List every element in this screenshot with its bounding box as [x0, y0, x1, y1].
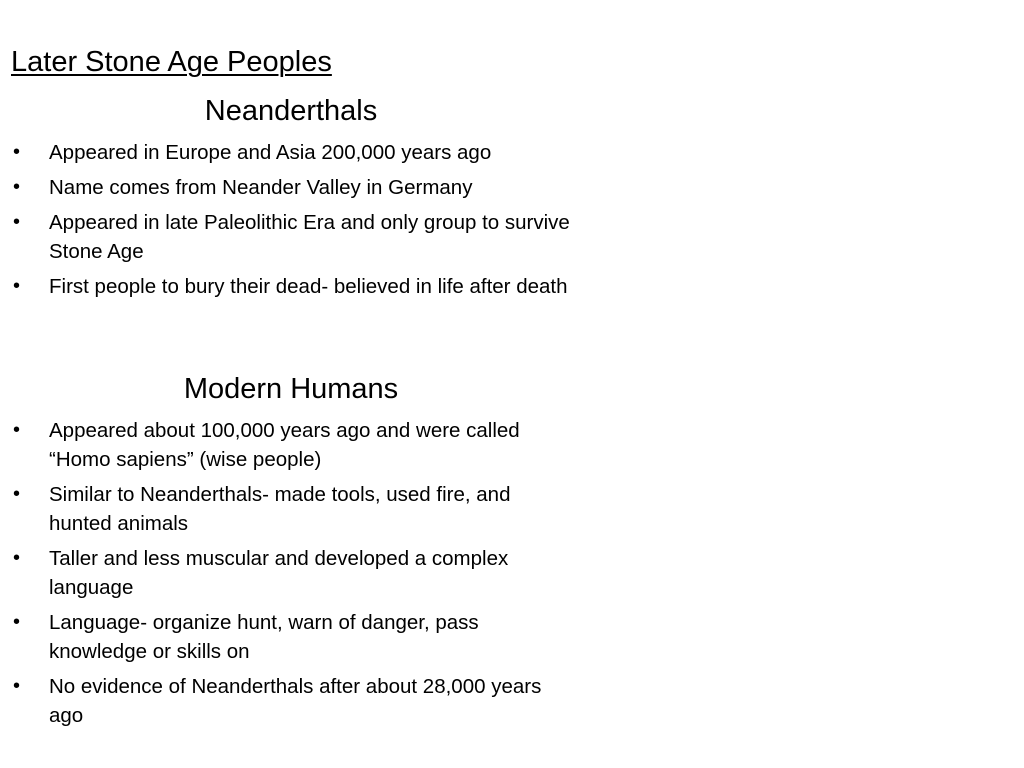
list-item-text: No evidence of Neanderthals after about 28,000 years ago	[49, 675, 542, 727]
bullet-icon: •	[13, 675, 21, 697]
list-item	[11, 138, 571, 167]
list-item-text: Appeared in late Paleolithic Era and only group to survive Stone Age	[49, 211, 570, 263]
slide-title: Later Stone Age Peoples	[11, 46, 332, 78]
list-item-text: Name comes from Neander Valley in Germany	[49, 176, 473, 199]
bullet-list-neanderthals	[11, 138, 571, 307]
list-item	[11, 544, 571, 602]
list-item	[11, 480, 571, 538]
bullet-icon: •	[13, 211, 21, 233]
list-item-text: Appeared about 100,000 years ago and were called “Homo sapiens” (wise people)	[49, 419, 520, 471]
list-item	[11, 272, 571, 301]
list-item-text: Appeared in Europe and Asia 200,000 years ago	[49, 141, 492, 164]
bullet-icon: •	[13, 176, 21, 198]
list-item	[11, 608, 571, 666]
list-item	[11, 173, 571, 202]
bullet-icon: •	[13, 547, 21, 569]
bullet-icon: •	[13, 611, 21, 633]
bullet-icon: •	[13, 141, 21, 163]
list-item-text: First people to bury their dead- believed in life after death	[49, 275, 568, 298]
section-heading-modern-humans: Modern Humans	[183, 373, 399, 405]
bullet-icon: •	[13, 419, 21, 441]
list-item	[11, 416, 571, 474]
bullet-icon: •	[13, 275, 21, 297]
list-item-text: Language- organize hunt, warn of danger, pass knowledge or skills on	[49, 611, 479, 663]
bullet-icon: •	[13, 483, 21, 505]
list-item	[11, 672, 571, 730]
list-item	[11, 208, 571, 266]
list-item-text: Similar to Neanderthals- made tools, used fire, and hunted animals	[49, 483, 511, 535]
list-item-text: Taller and less muscular and developed a complex language	[49, 547, 509, 599]
bullet-list-modern-humans	[11, 416, 571, 736]
section-heading-neanderthals: Neanderthals	[204, 95, 378, 127]
